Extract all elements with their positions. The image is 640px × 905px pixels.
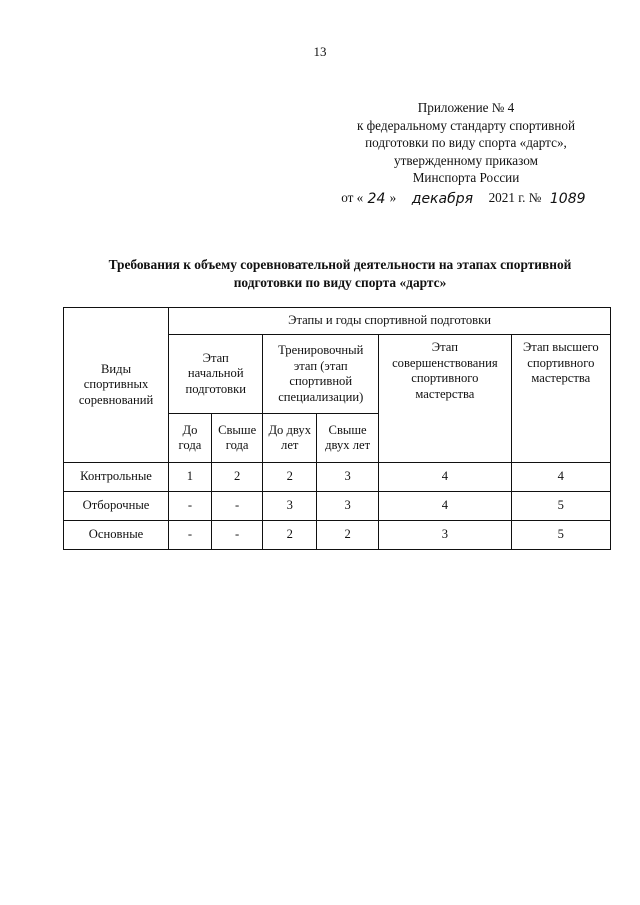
appendix-order-line: [330, 189, 602, 207]
row-name: Контрольные: [64, 463, 169, 492]
appendix-line-5: Минспорта России: [412, 170, 520, 186]
requirements-table: [63, 307, 611, 550]
header-stage-highest: Этап высшего спортивного мастерства: [511, 335, 610, 463]
table-header-row-1: [64, 308, 611, 335]
table-row: [64, 463, 611, 492]
cell-value: 3: [379, 521, 512, 550]
table-row: [64, 492, 611, 521]
title-line-2: подготовки по виду спорта «дартс»: [233, 275, 447, 290]
order-date-prefix: от «: [341, 189, 364, 205]
order-number: [545, 189, 591, 207]
title-line-1: Требования к объему соревновательной деятельности на этапах спортивной: [108, 257, 572, 272]
order-number-handwritten: 1089: [549, 190, 586, 207]
order-day-close: »: [389, 189, 397, 205]
table-row: [64, 521, 611, 550]
cell-value: 5: [511, 521, 610, 550]
cell-value: 2: [211, 463, 263, 492]
header-stage-training: Тренировочный этап (этап спортивной специализации): [263, 335, 379, 414]
subheader-up-to-two-years: До двух лет: [263, 414, 317, 463]
page-number: 13: [313, 44, 327, 59]
cell-value: -: [211, 521, 263, 550]
document-title: [60, 256, 620, 292]
cell-value: -: [211, 492, 263, 521]
appendix-line-1: Приложение № 4: [417, 100, 515, 115]
order-month-handwritten: декабря: [411, 190, 474, 207]
order-day: [363, 189, 389, 207]
header-stage-initial: Этап начальной подготовки: [169, 335, 263, 414]
cell-value: 2: [263, 463, 317, 492]
row-name: Основные: [64, 521, 169, 550]
cell-value: 4: [379, 463, 512, 492]
cell-value: 2: [317, 521, 379, 550]
subheader-up-to-year: До года: [169, 414, 212, 463]
cell-value: 3: [263, 492, 317, 521]
appendix-line-2: к федеральному стандарту спортивной: [356, 117, 576, 133]
header-competition-kinds: Виды спортивных соревнований: [64, 308, 169, 463]
cell-value: 5: [511, 492, 610, 521]
cell-value: 3: [317, 492, 379, 521]
row-name: Отборочные: [64, 492, 169, 521]
order-day-handwritten: 24: [367, 190, 386, 207]
cell-value: -: [169, 521, 212, 550]
cell-value: 2: [263, 521, 317, 550]
cell-value: 1: [169, 463, 212, 492]
subheader-over-year: Свыше года: [211, 414, 263, 463]
appendix-block: [330, 99, 602, 207]
header-stage-improvement: Этап совершенствования спортивного мастерства: [379, 335, 512, 463]
cell-value: 4: [511, 463, 610, 492]
order-year: 2021 г. №: [488, 189, 542, 205]
order-month: [396, 189, 488, 207]
appendix-line-3: подготовки по виду спорта «дартс»,: [365, 135, 567, 151]
cell-value: -: [169, 492, 212, 521]
header-stages: Этапы и годы спортивной подготовки: [169, 308, 611, 335]
subheader-over-two-years: Свыше двух лет: [317, 414, 379, 463]
cell-value: 3: [317, 463, 379, 492]
cell-value: 4: [379, 492, 512, 521]
appendix-line-4: утвержденному приказом: [394, 152, 538, 168]
